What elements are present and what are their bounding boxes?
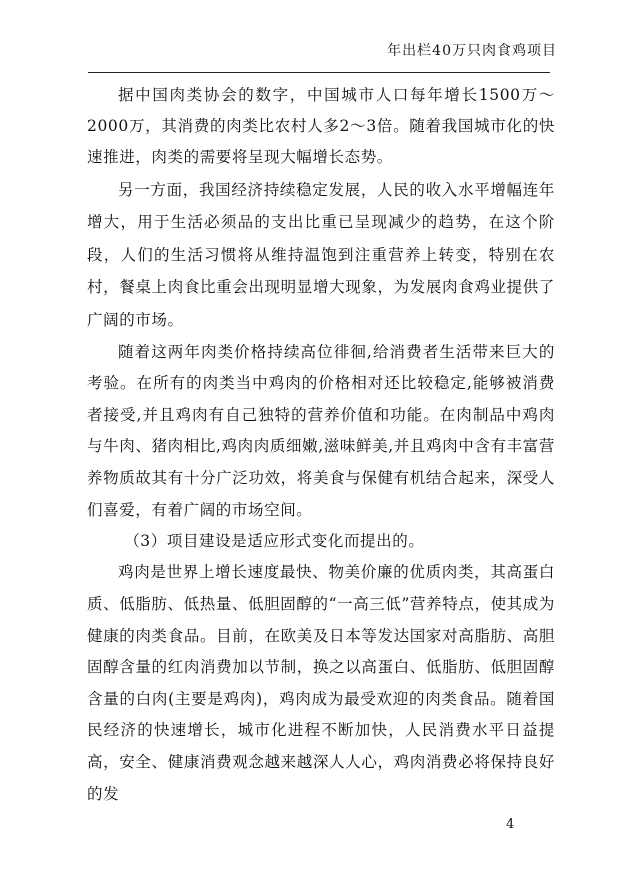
- paragraph-chicken-nutrition: 鸡肉是世界上增长速度最快、物美价廉的优质肉类，其高蛋白质、低脂肪、低热量、低胆固醇的“一高三低”营养特点，使其成为健康的肉类食品。目前，在欧美及日本等发达国家对高脂肪、高胆固醇含量的红肉消费加以节制，换之以高蛋白、低脂肪、低胆固醇含量的白肉(主要是鸡肉)，鸡肉成为最受欢迎的肉类食品。随着国民经济的快速增长，城市化进程不断加快，人民消费水平日益提高，安全、健康消费观念越来越深人人心，鸡肉消费必将保持良好的发: [87, 563, 555, 803]
- running-header: 年出栏40万只肉食鸡项目: [387, 43, 557, 59]
- page-number: 4: [506, 817, 515, 832]
- document-body: [87, 80, 555, 810]
- paragraph-chicken-price: 随着这两年肉类价格持续高位徘徊,给消费者生活带来巨大的考验。在所有的肉类当中鸡肉的价格相对还比较稳定,能够被消费者接受,并且鸡肉有自己独特的营养价值和功能。在肉制品中鸡肉与牛肉、猪肉相比,鸡肉肉质细嫩,滋味鲜美,并且鸡肉中含有丰富营养物质故其有十分广泛功效，将美食与保健有机结合起来，深受人们喜爱，有着广阔的市场空间。: [87, 342, 555, 519]
- header-divider: [88, 72, 550, 73]
- subheading-project-rationale: （3）项目建设是适应形式变化而提出的。: [124, 532, 425, 551]
- paragraph-urban-demand: 据中国肉类协会的数字，中国城市人口每年增长1500万～2000万，其消费的肉类比农村人多2～3倍。随着我国城市化的快速推进，肉类的需要将呈现大幅增长态势。: [87, 86, 555, 167]
- paragraph-income-growth: 另一方面，我国经济持续稳定发展，人民的收入水平增幅连年增大，用于生活必须品的支出比重已呈现减少的趋势，在这个阶段，人们的生活习惯将从维持温饱到注重营养上转变，特别在农村，餐桌上肉食比重会出现明显增大现象，为发展肉食鸡业提供了广阔的市场。: [87, 180, 555, 329]
